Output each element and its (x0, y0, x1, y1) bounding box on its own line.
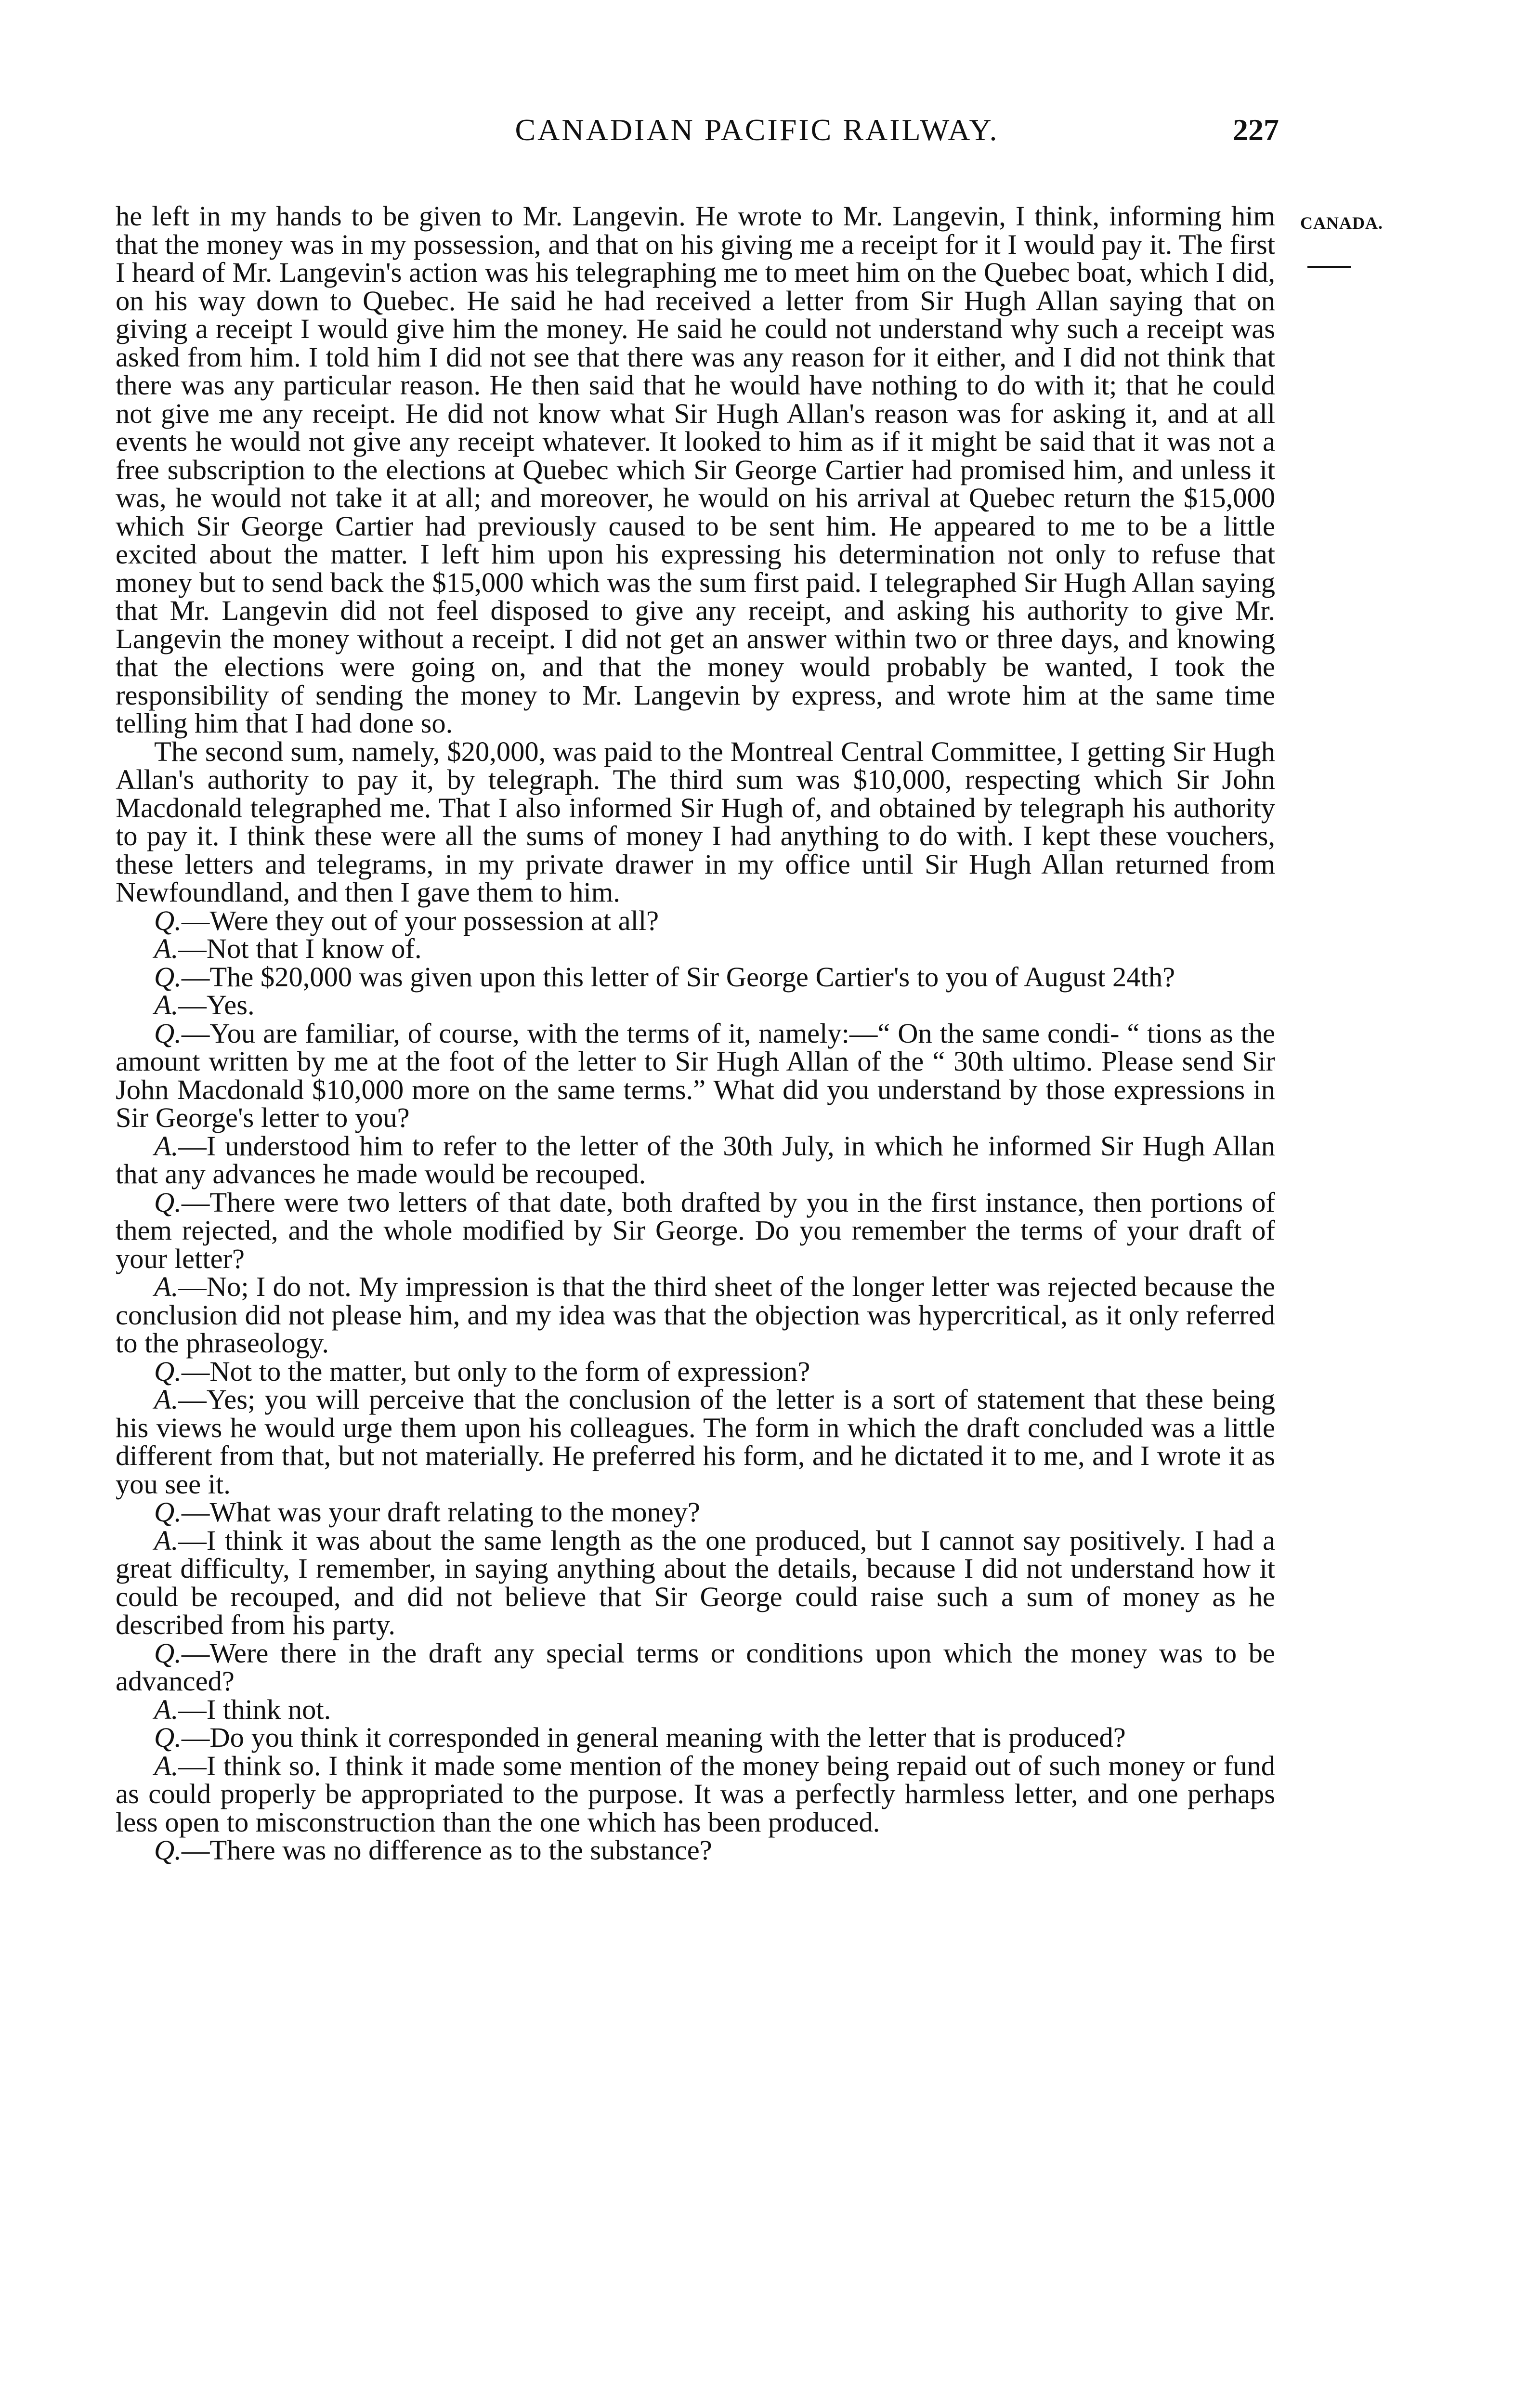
paragraph-text: —Were they out of your possession at all? (181, 904, 659, 936)
answer-paragraph (116, 1524, 1275, 1640)
question-paragraph (116, 1836, 1275, 1865)
speaker-label: A. (154, 1130, 179, 1162)
margin-note: CANADA. (1300, 213, 1383, 233)
speaker-label: Q. (154, 904, 182, 936)
speaker-label: Q. (154, 1637, 182, 1669)
page-number: 227 (1233, 113, 1279, 147)
paragraph-text: —Not to the matter, but only to the form of expression? (181, 1355, 810, 1387)
speaker-label: A. (154, 1693, 179, 1725)
question-paragraph (116, 963, 1275, 992)
question-paragraph (116, 1355, 1275, 1387)
body-text (116, 202, 1275, 1865)
speaker-label: Q. (154, 1496, 182, 1528)
speaker-label: Q. (154, 1834, 182, 1866)
speaker-label: Q. (154, 1017, 182, 1049)
paragraph-text: —Were there in the draft any special terms or conditions upon which the money was to be advanced? (116, 1637, 1275, 1697)
speaker-label: A. (154, 933, 179, 964)
paragraph-text: —The $20,000 was given upon this letter of Sir George Cartier's to you of August 24th? (181, 961, 1175, 993)
answer-paragraph (116, 935, 1275, 963)
speaker-label: Q. (154, 1186, 182, 1218)
paragraph-text: he left in my hands to be given to Mr. Langevin. He wrote to Mr. Langevin, I think, informing him that the money was in my possession, and that on his giving me a receipt for it I would pay it. The first I heard of Mr. Langevin's action was his telegraphing me to meet him on the Quebec boat, which I did, on his way down to Quebec. He said he had received a letter from Sir Hugh Allan saying that on giving a receipt I would give him the money. He said he could not understand why such a receipt was asked from him. I told him I did not see that there was any reason for it either, and I did not think that there was any particular reason. He then said that he would have nothing to do with it; that he could not give me any receipt. He did not know what Sir Hugh Allan's reason was for asking it, and at all events he would not give any receipt whatever. It looked to him as if it might be said that it was not a free subscription to the elections at Quebec which Sir George Cartier had promised him, and unless it was, he would not take it at all; and moreover, he would on his arrival at Quebec return the $15,000 which Sir George Cartier had previously caused to be sent him. He appeared to me to be a little excited about the matter. I left him upon his expressing his determination not only to refuse that money but to send back the $15,000 which was the sum first paid. I telegraphed Sir Hugh Allan saying that Mr. Langevin did not feel disposed to give any receipt, and asking his authority to give Mr. Langevin the money without a receipt. I did not get an answer within two or three days, and knowing that the elections were going on, and that the money would probably be wanted, I took the responsibility of sending the money to Mr. Langevin by express, and wrote him at the same time telling him that I had done so. (116, 200, 1275, 739)
answer-paragraph (116, 1386, 1275, 1498)
paragraph-text: —Yes. (178, 989, 255, 1021)
paragraph (116, 202, 1275, 738)
paragraph-text: —No; I do not. My impression is that the third sheet of the longer letter was rejected because the conclusion did not please him, and my idea was that the objection was hypercritical, as it only referred to the phraseology. (116, 1271, 1275, 1359)
margin-note-rule (1307, 266, 1351, 268)
speaker-label: A. (154, 1271, 179, 1302)
question-paragraph (116, 1639, 1275, 1696)
paragraph-text: —I think not. (178, 1693, 331, 1725)
question-paragraph (116, 1498, 1275, 1527)
speaker-label: A. (154, 1524, 179, 1556)
paragraph-text: —Not that I know of. (178, 933, 422, 964)
paragraph-text: —What was your draft relating to the money? (181, 1496, 700, 1528)
question-paragraph (116, 1017, 1275, 1133)
answer-paragraph (116, 1132, 1275, 1189)
speaker-label: A. (154, 1750, 179, 1781)
speaker-label: Q. (154, 961, 182, 993)
paragraph-text: —You are familiar, of course, with the terms of it, namely:—“ On the same condi- “ tions as the amount written by me at the foot of the letter to Sir Hugh Allan of the “ 30th ultimo. Please send Sir John Macdonald $10,000 more on the same terms.” What did you understand by those expressions in Sir George's letter to you? (116, 1017, 1275, 1133)
question-paragraph (116, 1724, 1275, 1752)
paragraph-text: The second sum, namely, $20,000, was paid to the Montreal Central Committee, I getting Sir Hugh Allan's authority to pay it, by telegraph. The third sum was $10,000, respecting which Sir John Macdonald telegraphed me. That I also informed Sir Hugh of, and obtained by telegraph his authority to pay it. I think these were all the sums of money I had anything to do with. I kept these vouchers, these letters and telegrams, in my private drawer in my office until Sir Hugh Allan returned from Newfoundland, and then I gave them to him. (116, 735, 1275, 908)
paragraph-text: —I think it was about the same length as the one produced, but I cannot say positively. I had a great difficulty, I remember, in saying anything about the details, because I did not understand how it could be recouped, and did not believe that Sir George could raise such a sum of money as he described from his party. (116, 1524, 1275, 1640)
paragraph-text: —Yes; you will perceive that the conclusion of the letter is a sort of statement that these being his views he would urge them upon his colleagues. The form in which the draft concluded was a little different from that, but not materially. He preferred his form, and he dictated it to me, and I wrote it as you see it. (116, 1384, 1275, 1500)
paragraph (116, 735, 1275, 908)
speaker-label: A. (154, 1384, 179, 1415)
paragraph-text: —Do you think it corresponded in general meaning with the letter that is produced? (181, 1722, 1126, 1753)
speaker-label: Q. (154, 1722, 182, 1753)
paragraph-text: —There were two letters of that date, both drafted by you in the first instance, then portions of them rejected, and the whole modified by Sir George. Do you remember the terms of your draft of your letter? (116, 1186, 1275, 1274)
page-header-title: CANADIAN PACIFIC RAILWAY. (515, 113, 999, 147)
question-paragraph (116, 904, 1275, 936)
answer-paragraph (116, 1693, 1275, 1725)
paragraph-text: —I understood him to refer to the letter of the 30th July, in which he informed Sir Hugh Allan that any advances he made would be recouped. (116, 1130, 1275, 1190)
answer-paragraph (116, 1273, 1275, 1358)
question-paragraph (116, 1186, 1275, 1274)
paragraph-text: —There was no difference as to the substance? (181, 1834, 712, 1866)
paragraph-text: —I think so. I think it made some mention of the money being repaid out of such money or fund as could properly be appropriated to the purpose. It was a perfectly harmless letter, and one perhaps less open to misconstruction than the one which has been produced. (116, 1750, 1275, 1838)
speaker-label: Q. (154, 1355, 182, 1387)
answer-paragraph (116, 1752, 1275, 1837)
answer-paragraph (116, 991, 1275, 1020)
speaker-label: A. (154, 989, 179, 1021)
